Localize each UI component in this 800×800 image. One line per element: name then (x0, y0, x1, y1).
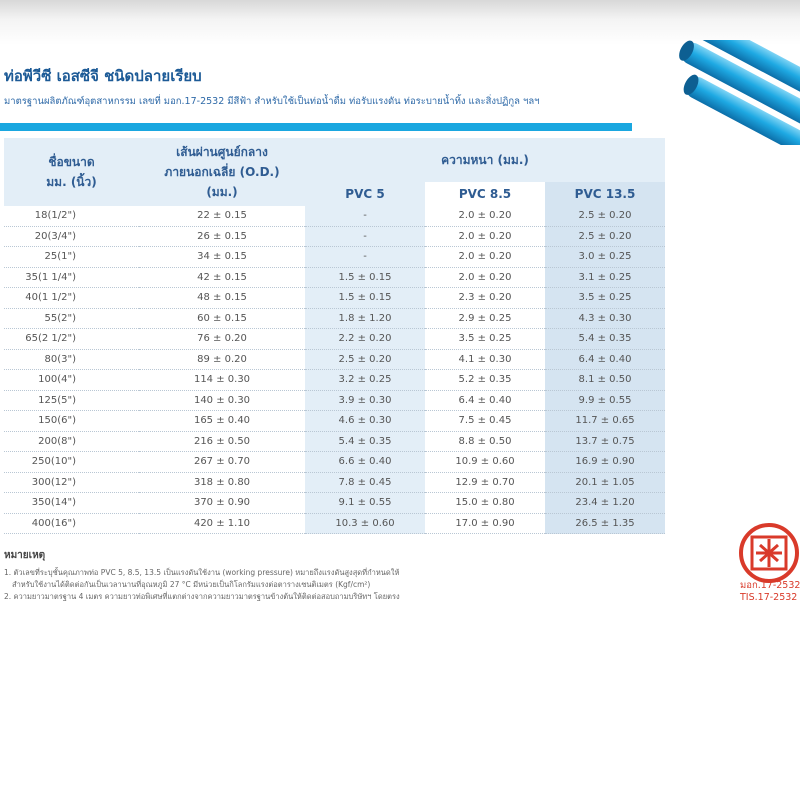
outer-diameter-cell: 34 ± 0.15 (139, 247, 305, 268)
header-od-line3: (มม.) (206, 185, 238, 199)
size-cell: 35(1 1/4") (4, 267, 139, 288)
tis-number-en: TIS.17-2532 (740, 592, 798, 603)
table-row (4, 308, 665, 329)
size-cell: 80(3") (4, 349, 139, 370)
pvc13-5-thickness-cell: 4.3 ± 0.30 (545, 308, 665, 329)
outer-diameter-cell: 26 ± 0.15 (139, 226, 305, 247)
pvc5-thickness-cell: 10.3 ± 0.60 (305, 513, 425, 534)
outer-diameter-cell: 216 ± 0.50 (139, 431, 305, 452)
pvc8-5-thickness-cell: 2.9 ± 0.25 (425, 308, 545, 329)
pvc13-5-thickness-cell: 3.0 ± 0.25 (545, 247, 665, 268)
table-row (4, 226, 665, 247)
pvc5-thickness-cell: 1.8 ± 1.20 (305, 308, 425, 329)
pvc8-5-thickness-cell: 2.3 ± 0.20 (425, 288, 545, 309)
pvc5-thickness-cell: 4.6 ± 0.30 (305, 411, 425, 432)
header-thickness: ความหนา (มม.) (305, 138, 665, 182)
size-cell: 40(1 1/2") (4, 288, 139, 309)
outer-diameter-cell: 76 ± 0.20 (139, 329, 305, 350)
pvc8-5-thickness-cell: 5.2 ± 0.35 (425, 370, 545, 391)
table-row (4, 329, 665, 350)
table-row (4, 247, 665, 268)
notes-title: หมายเหตุ (4, 550, 46, 561)
outer-diameter-cell: 114 ± 0.30 (139, 370, 305, 391)
header-size-line2: มม. (นิ้ว) (46, 175, 97, 189)
note-line: 1. ตัวเลขที่ระบุชั้นคุณภาพท่อ PVC 5, 8.5, 13.5 เป็นแรงดันใช้งาน (working pressure) หมายถึงแรงดันสูงสุดที่กำหนดให้ (4, 568, 400, 577)
size-cell: 65(2 1/2") (4, 329, 139, 350)
pvc13-5-thickness-cell: 26.5 ± 1.35 (545, 513, 665, 534)
table-row (4, 472, 665, 493)
pipes-image (640, 40, 800, 145)
outer-diameter-cell: 165 ± 0.40 (139, 411, 305, 432)
pvc5-thickness-cell: 5.4 ± 0.35 (305, 431, 425, 452)
outer-diameter-cell: 370 ± 0.90 (139, 493, 305, 514)
size-cell: 300(12") (4, 472, 139, 493)
table-row (4, 349, 665, 370)
size-cell: 100(4") (4, 370, 139, 391)
header-pvc8-5: PVC 8.5 (425, 182, 545, 206)
header-pvc5: PVC 5 (305, 182, 425, 206)
table-row (4, 411, 665, 432)
pvc13-5-thickness-cell: 16.9 ± 0.90 (545, 452, 665, 473)
pvc8-5-thickness-cell: 12.9 ± 0.70 (425, 472, 545, 493)
pvc5-thickness-cell: 2.5 ± 0.20 (305, 349, 425, 370)
note-line: 2. ความยาวมาตรฐาน 4 เมตร ความยาวท่อพิเศษที่แตกต่างจากความยาวมาตรฐานข้างต้นให้ติดต่อสอบถามบริษัทฯ โดยตรง (4, 592, 400, 601)
pvc13-5-thickness-cell: 3.5 ± 0.25 (545, 288, 665, 309)
pvc5-thickness-cell: 3.9 ± 0.30 (305, 390, 425, 411)
pvc8-5-thickness-cell: 17.0 ± 0.90 (425, 513, 545, 534)
pvc13-5-thickness-cell: 11.7 ± 0.65 (545, 411, 665, 432)
pvc5-thickness-cell: 6.6 ± 0.40 (305, 452, 425, 473)
outer-diameter-cell: 60 ± 0.15 (139, 308, 305, 329)
size-cell: 55(2") (4, 308, 139, 329)
outer-diameter-cell: 140 ± 0.30 (139, 390, 305, 411)
outer-diameter-cell: 267 ± 0.70 (139, 452, 305, 473)
outer-diameter-cell: 42 ± 0.15 (139, 267, 305, 288)
pvc8-5-thickness-cell: 2.0 ± 0.20 (425, 206, 545, 226)
page-title: ท่อพีวีซี เอสซีจี ชนิดปลายเรียบ (4, 67, 202, 85)
table-row (4, 267, 665, 288)
pvc8-5-thickness-cell: 2.0 ± 0.20 (425, 247, 545, 268)
pvc8-5-thickness-cell: 6.4 ± 0.40 (425, 390, 545, 411)
pvc8-5-thickness-cell: 7.5 ± 0.45 (425, 411, 545, 432)
pvc13-5-thickness-cell: 13.7 ± 0.75 (545, 431, 665, 452)
pipe-spec-table (4, 138, 665, 534)
size-cell: 25(1") (4, 247, 139, 268)
table-row (4, 370, 665, 391)
outer-diameter-cell: 89 ± 0.20 (139, 349, 305, 370)
table-row (4, 513, 665, 534)
header-size (4, 138, 139, 206)
pvc13-5-thickness-cell: 9.9 ± 0.55 (545, 390, 665, 411)
outer-diameter-cell: 420 ± 1.10 (139, 513, 305, 534)
pvc5-thickness-cell: 7.8 ± 0.45 (305, 472, 425, 493)
page-subtitle: มาตรฐานผลิตภัณฑ์อุตสาหกรรม เลขที่ มอก.17-2532 มีสีฟ้า สำหรับใช้เป็นท่อน้ำดื่ม ท่อรับแรงดัน ท่อระบายน้ำทิ้ง และสิ่งปฏิกูล ฯลฯ (4, 96, 540, 107)
pvc5-thickness-cell: 1.5 ± 0.15 (305, 267, 425, 288)
outer-diameter-cell: 318 ± 0.80 (139, 472, 305, 493)
pvc13-5-thickness-cell: 20.1 ± 1.05 (545, 472, 665, 493)
pvc5-thickness-cell: 1.5 ± 0.15 (305, 288, 425, 309)
pvc13-5-thickness-cell: 5.4 ± 0.35 (545, 329, 665, 350)
table-row (4, 288, 665, 309)
pvc13-5-thickness-cell: 3.1 ± 0.25 (545, 267, 665, 288)
table-row (4, 452, 665, 473)
outer-diameter-cell: 48 ± 0.15 (139, 288, 305, 309)
tis-number-thai: มอก.17-2532 (740, 580, 800, 591)
outer-diameter-cell: 22 ± 0.15 (139, 206, 305, 226)
size-cell: 400(16") (4, 513, 139, 534)
header-outer-diameter (139, 138, 305, 206)
pvc13-5-thickness-cell: 23.4 ± 1.20 (545, 493, 665, 514)
header-size-line1: ชื่อขนาด (48, 155, 95, 169)
pvc8-5-thickness-cell: 10.9 ± 0.60 (425, 452, 545, 473)
pvc5-thickness-cell: - (305, 206, 425, 226)
size-cell: 250(10") (4, 452, 139, 473)
note-line: สำหรับใช้งานได้ติดต่อกันเป็นเวลานานที่อุณหภูมิ 27 °C มีหน่วยเป็นกิโลกรัมแรงต่อตารางเซนติเมตร (Kgf/cm²) (12, 580, 371, 589)
title-divider (0, 123, 632, 131)
pvc13-5-thickness-cell: 6.4 ± 0.40 (545, 349, 665, 370)
pvc5-thickness-cell: 9.1 ± 0.55 (305, 493, 425, 514)
pvc13-5-thickness-cell: 8.1 ± 0.50 (545, 370, 665, 391)
pvc8-5-thickness-cell: 8.8 ± 0.50 (425, 431, 545, 452)
pvc8-5-thickness-cell: 3.5 ± 0.25 (425, 329, 545, 350)
pvc5-thickness-cell: 3.2 ± 0.25 (305, 370, 425, 391)
table-row (4, 206, 665, 226)
size-cell: 20(3/4") (4, 226, 139, 247)
size-cell: 200(8") (4, 431, 139, 452)
size-cell: 350(14") (4, 493, 139, 514)
header-pvc13-5: PVC 13.5 (545, 182, 665, 206)
header-od-line1: เส้นผ่านศูนย์กลาง (176, 145, 268, 159)
size-cell: 150(6") (4, 411, 139, 432)
pvc13-5-thickness-cell: 2.5 ± 0.20 (545, 206, 665, 226)
size-cell: 125(5") (4, 390, 139, 411)
pvc5-thickness-cell: 2.2 ± 0.20 (305, 329, 425, 350)
pvc8-5-thickness-cell: 2.0 ± 0.20 (425, 267, 545, 288)
pvc5-thickness-cell: - (305, 226, 425, 247)
header-od-line2: ภายนอกเฉลี่ย (O.D.) (164, 165, 280, 179)
pvc5-thickness-cell: - (305, 247, 425, 268)
table-row (4, 431, 665, 452)
table-row (4, 493, 665, 514)
pvc8-5-thickness-cell: 2.0 ± 0.20 (425, 226, 545, 247)
pvc8-5-thickness-cell: 15.0 ± 0.80 (425, 493, 545, 514)
pvc8-5-thickness-cell: 4.1 ± 0.30 (425, 349, 545, 370)
table-row (4, 390, 665, 411)
size-cell: 18(1/2") (4, 206, 139, 226)
pvc13-5-thickness-cell: 2.5 ± 0.20 (545, 226, 665, 247)
notes-section (4, 548, 400, 603)
